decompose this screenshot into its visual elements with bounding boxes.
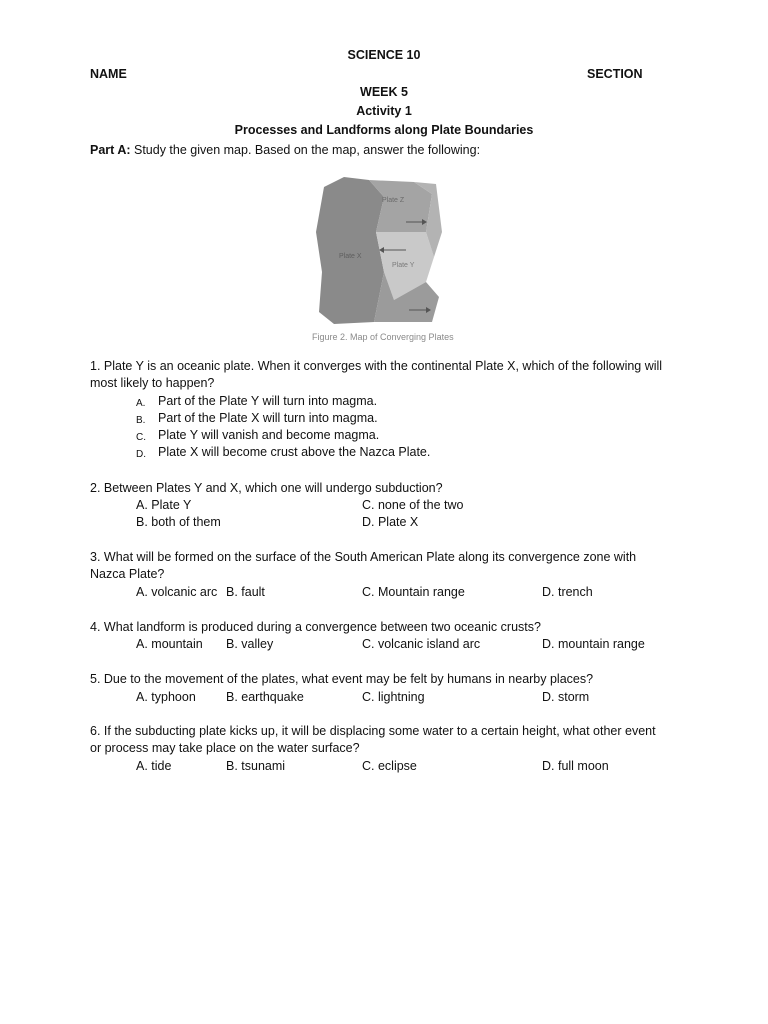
question-5: 5. Due to the movement of the plates, what event may be felt by humans in nearby places? — [90, 672, 594, 686]
q4-option-d: D. mountain range — [542, 637, 645, 651]
figure-caption: Figure 2. Map of Converging Plates — [312, 332, 454, 342]
q2-option-d: D. Plate X — [362, 515, 419, 529]
part-a-instruction — [90, 142, 480, 159]
q4-option-c: C. volcanic island arc — [362, 637, 481, 651]
plate-map-figure — [314, 172, 449, 327]
q1-option-c: Plate Y will vanish and become magma. — [158, 428, 380, 442]
q1-option-b: Part of the Plate X will turn into magma. — [158, 411, 378, 425]
question-1-line-2: most likely to happen? — [90, 376, 215, 390]
question-4: 4. What landform is produced during a convergence between two oceanic crusts? — [90, 620, 541, 634]
q6-option-a: A. tide — [136, 759, 172, 773]
q1-option-d: Plate X will become crust above the Nazca Plate. — [158, 445, 431, 459]
q4-option-a: A. mountain — [136, 637, 203, 651]
week-heading: WEEK 5 — [360, 85, 408, 99]
q5-option-a: A. typhoon — [136, 690, 196, 704]
question-6-line-1: 6. If the subducting plate kicks up, it will be displacing some water to a certain height, what other event — [90, 724, 656, 738]
q3-option-b: B. fault — [226, 585, 265, 599]
question-3-line-1: 3. What will be formed on the surface of the South American Plate along its convergence zone with — [90, 550, 637, 564]
section-label: SECTION — [587, 67, 643, 81]
q1-option-b-letter: B. — [136, 415, 146, 426]
q2-option-a: A. Plate Y — [136, 498, 192, 512]
plate-z-label: Plate Z — [382, 197, 405, 204]
q1-option-a-letter: A. — [136, 398, 146, 409]
q1-option-d-letter: D. — [136, 449, 146, 460]
question-1 — [90, 358, 690, 392]
q5-option-b: B. earthquake — [226, 690, 304, 704]
question-3-line-2: Nazca Plate? — [90, 567, 165, 581]
q5-option-d: D. storm — [542, 690, 590, 704]
question-6-line-2: or process may take place on the water surface? — [90, 741, 360, 755]
part-a-label: Part A: — [90, 143, 131, 157]
part-a-text: Study the given map. Based on the map, answer the following: — [134, 143, 481, 157]
q3-option-a: A. volcanic arc — [136, 585, 218, 599]
question-1-line-1: 1. Plate Y is an oceanic plate. When it converges with the continental Plate X, which of the following will — [90, 359, 663, 373]
plate-x-region — [316, 177, 384, 324]
question-2: 2. Between Plates Y and X, which one will undergo subduction? — [90, 481, 443, 495]
activity-heading: Activity 1 — [356, 104, 412, 118]
q3-option-c: C. Mountain range — [362, 585, 465, 599]
q3-option-d: D. trench — [542, 585, 593, 599]
q6-option-d: D. full moon — [542, 759, 609, 773]
q5-option-c: C. lightning — [362, 690, 425, 704]
q6-option-c: C. eclipse — [362, 759, 417, 773]
question-3 — [90, 549, 690, 583]
q2-option-b: B. both of them — [136, 515, 221, 529]
subject-heading: SCIENCE 10 — [347, 48, 421, 62]
plate-x-label: Plate X — [339, 253, 362, 260]
q6-option-b: B. tsunami — [226, 759, 286, 773]
page-title: Processes and Landforms along Plate Boundaries — [234, 123, 534, 137]
plate-y-label: Plate Y — [392, 262, 415, 269]
q1-option-a: Part of the Plate Y will turn into magma. — [158, 394, 378, 408]
q1-option-c-letter: C. — [136, 432, 146, 443]
question-6 — [90, 723, 690, 757]
name-label: NAME — [90, 67, 127, 81]
q2-option-c: C. none of the two — [362, 498, 464, 512]
q4-option-b: B. valley — [226, 637, 274, 651]
